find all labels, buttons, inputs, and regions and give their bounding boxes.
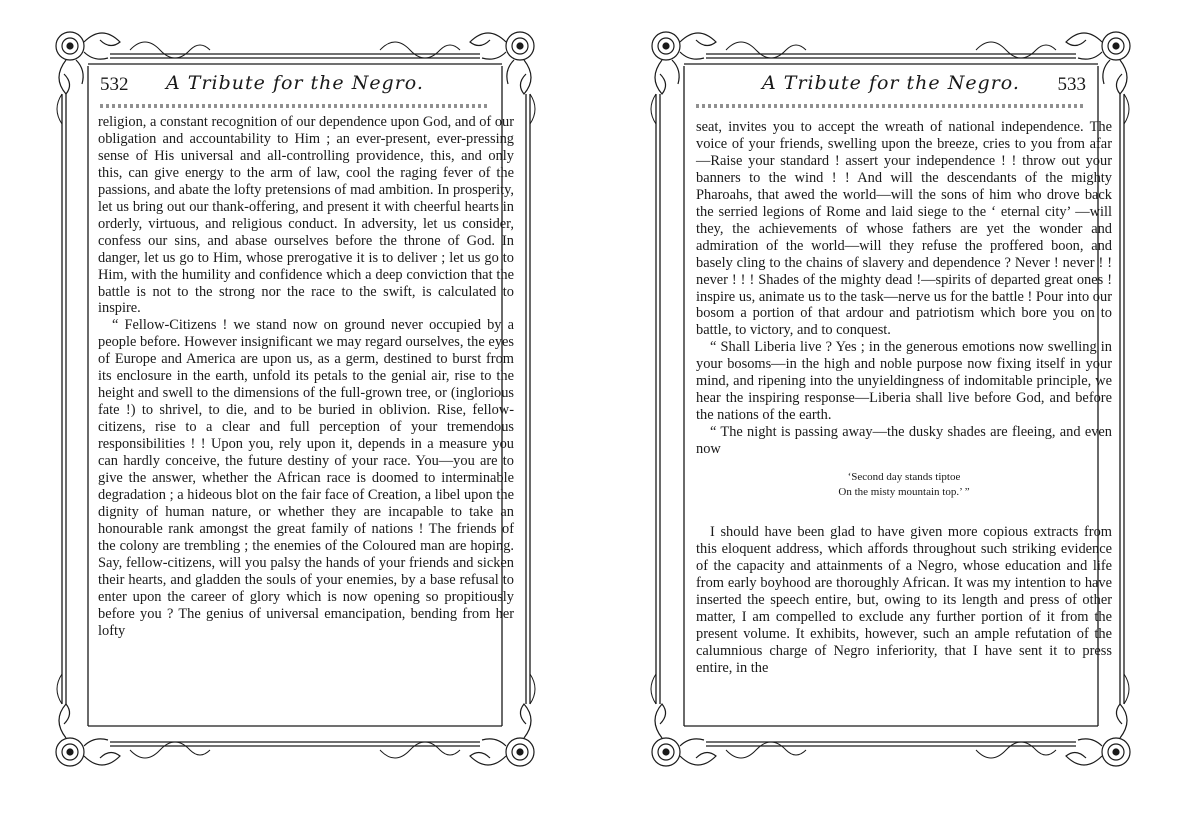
page-header	[100, 72, 490, 102]
header-divider	[100, 104, 490, 108]
paragraph: religion, a constant recognition of our dependence upon God, and of our obligation and accountability to Him ; an ever-present, ever-pressing sense of His universal and all-controlling providence, this, and only this, can give energy to the arm of law, cool the raging fever of the passions, and abate the lofty pretensions of mad ambition. In prosperity, let us bring out our thank-offering, and present it with cheerful hearts in orderly, virtuous, and religious conduct. In adversity, let us consider, confess our sins, and abase ourselves before the throne of God. In danger, let us go to Him, whose prerogative it is to deliver ; let us go to Him, with the humility and confidence which a deep conviction that the battle is not to the strong nor the race to the swift, is calculated to inspire.	[98, 114, 515, 317]
page-number: 533	[1057, 74, 1086, 95]
paragraph: “ Shall Liberia live ? Yes ; in the generous emotions now swelling in your bosoms—in the high and noble purpose now fixing itself in your mind, and ripening into the unyieldingness of indomitable principle, we hear the inspiring response—Liberia shall live before God, and before the nations of the earth.	[696, 339, 1112, 424]
running-title: A Tribute for the Negro.	[166, 72, 424, 94]
left-page	[40, 14, 550, 784]
running-title: A Tribute for the Negro.	[762, 72, 1020, 94]
page-header	[696, 72, 1086, 102]
verse-quote	[696, 470, 1112, 500]
paragraph: “ Fellow-Citizens ! we stand now on ground never occupied by a people before. However insignificant we may regard ourselves, the eyes of Europe and America are upon us, as a germ, destined to burst from its enclosure in the earth, unfold its petals to the genial air, rise to the height and swell to the dimensions of the full-grown tree, or (inglorious fate !) to shrivel, to die, and to be buried in oblivion. Rise, fellow-citizens, rise to a clear and full perception of your tremendous responsibilities ! ! Upon you, rely upon it, depends in a measure you can hardly conceive, the future destiny of your race. You—you are to give the answer, whether the African race is doomed to interminable degradation ; a hideous blot on the fair face of Creation, a libel upon the dignity of human nature, or whether they are incapable to take an honourable rank amongst the great family of nations ! The friends of the colony are trembling ; the enemies of the Coloured man are hoping. Say, fellow-citizens, will you palsy the hands of your friends and sicken their hearts, and gladden the souls of your enemies, by a base refusal to enter upon the career of glory which is now opening so propitiously before you ? The genius of universal emancipation, bending from her lofty	[98, 317, 514, 639]
paragraph: seat, invites you to accept the wreath of national independence. The voice of your friends, swelling upon the breeze, cries to you from afar—Raise your standard ! assert your independence ! ! throw out your banners to the wind ! ! And will the descendants of the mighty Pharoahs, that awed the world—will the sons of him who drove back the serried legions of Rome and laid siege to the ‘ eternal city’ —will they, the achievements of whose fathers are yet the wonder and admiration of the world—will they refuse the proffered boon, and basely cling to the chains of slavery and dependence ? Never ! never ! ! never ! ! ! Shades of the mighty dead !—spirits of departed great ones ! inspire us, animate us to the task—nerve us for the battle ! Pour into our bosom a portion of that ardour and patriotism which bore you on to battle, to victory, and to conquest.	[696, 119, 1112, 339]
header-divider	[696, 104, 1086, 108]
paragraph: “ The night is passing away—the dusky shades are fleeing, and even now	[696, 424, 1112, 458]
paragraph: I should have been glad to have given more copious extracts from this eloquent address, which affords throughout such striking evidence of the capacity and attainments of a Negro, whose education and life from early boyhood are thoroughly African. It was my intention to have inserted the speech entire, but, owing to its length and press of other matter, I am compelled to exclude any further portion of it from the present volume. It exhibits, however, such an ample refutation of the calumnious charge of Negro inferiority, that I have sent it to press entire, in the	[696, 524, 1112, 676]
page-number: 532	[100, 74, 129, 95]
body-text	[98, 114, 514, 640]
body-text	[696, 119, 1112, 677]
right-page	[636, 14, 1146, 784]
quote-line: On the misty mountain top.’ ”	[838, 486, 970, 499]
quote-line: ‘Second day stands tiptoe	[847, 471, 961, 484]
